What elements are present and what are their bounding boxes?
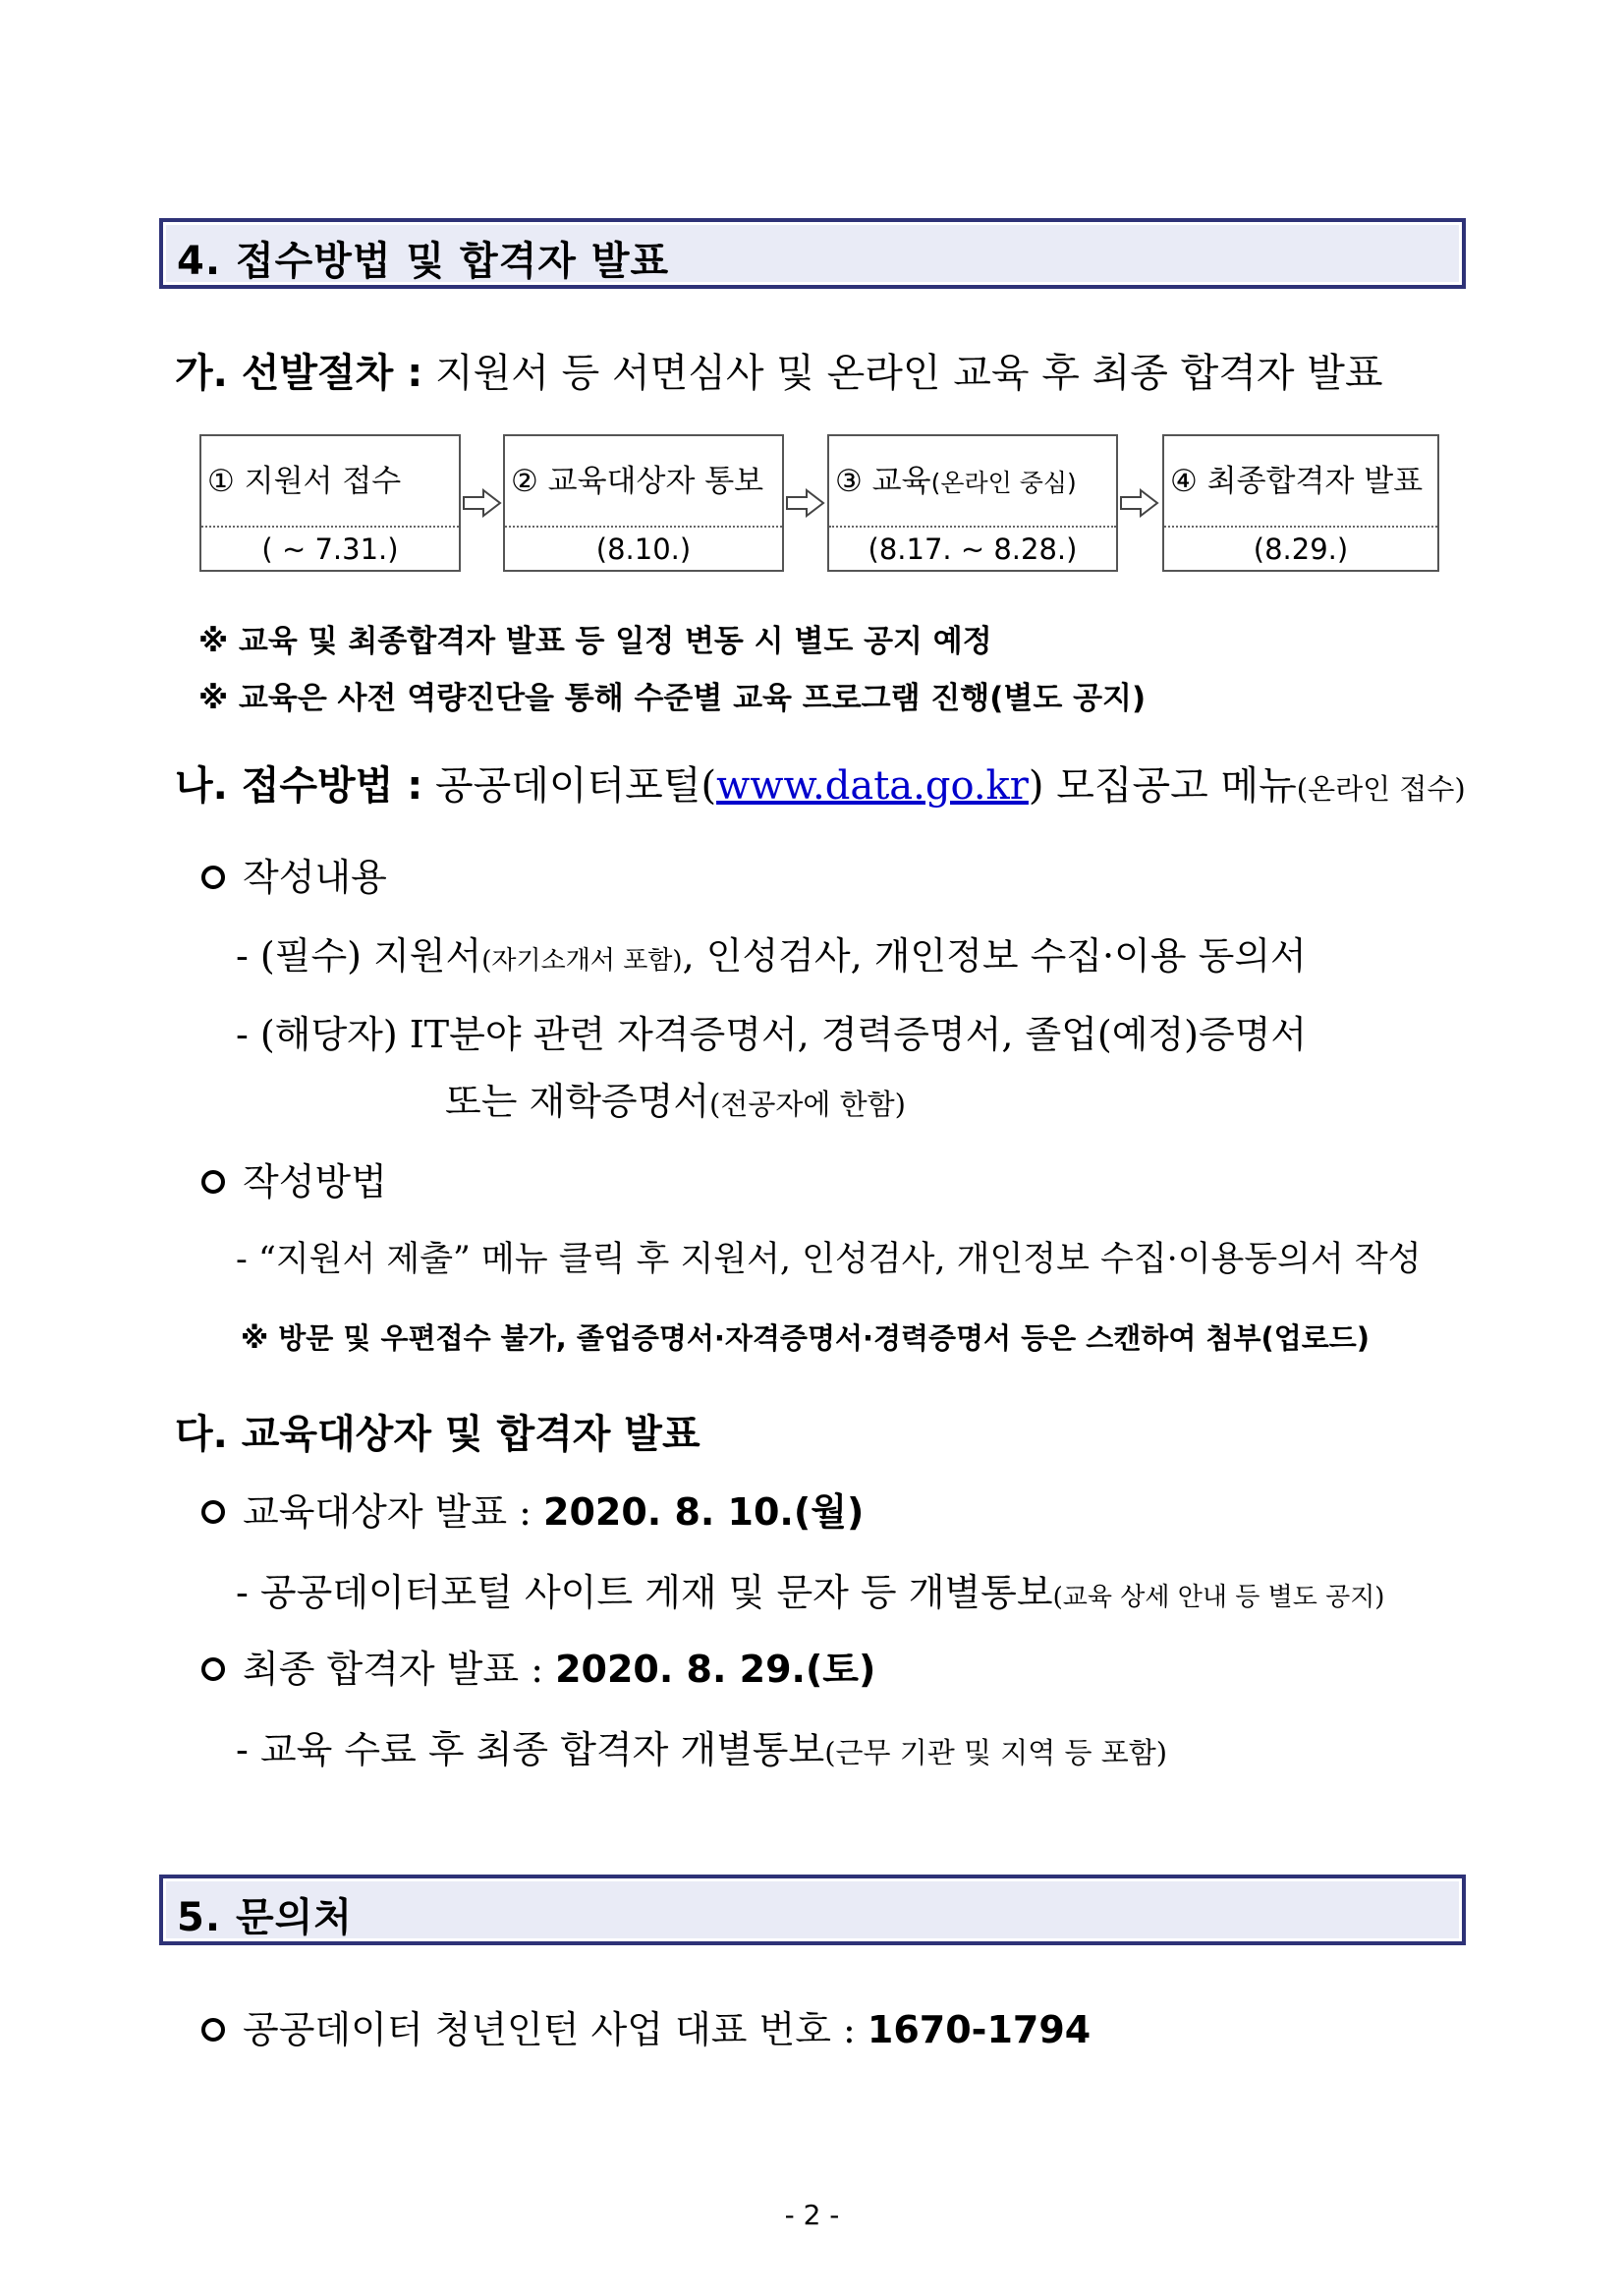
- announcement-heading: 다. 교육대상자 및 합격자 발표: [175, 1412, 700, 1457]
- final-announcement-detail: [236, 1719, 1167, 1773]
- final-announcement-label: 최종 합격자 발표 :: [243, 1648, 543, 1691]
- note-level-program: ※ 교육은 사전 역량진단을 통해 수준별 교육 프로그램 진행(별도 공지): [198, 681, 1147, 716]
- selection-procedure: [175, 342, 1382, 398]
- required-documents-note: (자기소개서 포함): [481, 946, 683, 976]
- contact-label: 공공데이터 청년인턴 사업 대표 번호 :: [243, 2008, 856, 2051]
- optional-documents-cont: [445, 1071, 906, 1125]
- note-no-visit: ※ 방문 및 우편접수 불가, 졸업증명서·자격증명서·경력증명서 등은 스캔하여 첨부(업로드): [241, 1321, 1371, 1355]
- circle-bullet-icon: [201, 2018, 225, 2042]
- step-3-title: 교육: [871, 464, 931, 499]
- portal-link[interactable]: www.data.go.kr: [716, 763, 1029, 809]
- step-4-date: (8.29.): [1253, 532, 1349, 566]
- trainee-announcement-date: 2020. 8. 10.(월): [543, 1490, 865, 1534]
- step-2-number: ②: [511, 464, 538, 499]
- step-2-title: 교육대상자 통보: [547, 464, 764, 499]
- writing-method-title: 작성방법: [243, 1160, 387, 1204]
- arrow-right-icon: [462, 488, 503, 518]
- step-2-header: [505, 436, 782, 528]
- trainee-announcement-label: 교육대상자 발표 :: [243, 1490, 532, 1534]
- application-method-note: (온라인 접수): [1296, 772, 1466, 806]
- trainee-announcement: [201, 1482, 864, 1536]
- circle-bullet-icon: [201, 1500, 225, 1524]
- application-method-text2: ) 모집공고 메뉴: [1028, 763, 1297, 809]
- final-announcement-detail-note: (근무 기관 및 지역 등 포함): [824, 1736, 1168, 1769]
- step-1-box: [199, 434, 461, 572]
- arrow-right-icon: [1119, 488, 1160, 518]
- contact-line: [201, 1999, 1091, 2053]
- step-2-box: [503, 434, 784, 572]
- application-method: [175, 755, 1466, 811]
- page-number: - 2 -: [784, 2199, 840, 2231]
- step-3-box: [827, 434, 1118, 572]
- required-documents-rest: , 인성검사, 개인정보 수집·이용 동의서: [682, 934, 1307, 978]
- optional-documents-cont-text: 또는 재학증명서: [445, 1080, 710, 1123]
- section-4-title: 4. 접수방법 및 합격자 발표: [177, 239, 670, 284]
- contact-phone: 1670-1794: [867, 2008, 1092, 2051]
- final-announcement: [201, 1639, 875, 1693]
- step-4-title: 최종합격자 발표: [1206, 464, 1424, 499]
- writing-method-item: - “지원서 제출” 메뉴 클릭 후 지원서, 인성검사, 개인정보 수집·이용동의서 작성: [236, 1240, 1422, 1279]
- required-documents: [236, 925, 1307, 980]
- note-schedule-change: ※ 교육 및 최종합격자 발표 등 일정 변동 시 별도 공지 예정: [198, 624, 992, 659]
- selection-procedure-text: 지원서 등 서면심사 및 온라인 교육 후 최종 합격자 발표: [434, 351, 1383, 396]
- step-1-title: 지원서 접수: [244, 464, 402, 499]
- step-4-box: [1162, 434, 1439, 572]
- step-3-header: [829, 436, 1116, 528]
- circle-bullet-icon: [201, 866, 225, 889]
- trainee-announcement-detail: [236, 1562, 1384, 1616]
- step-1-number: ①: [207, 464, 235, 499]
- writing-content-heading: [201, 847, 387, 901]
- required-documents-main: - (필수) 지원서: [236, 934, 482, 978]
- step-2-date: (8.10.): [595, 532, 692, 566]
- application-method-label: 나. 접수방법 :: [175, 763, 423, 809]
- step-3-subtitle: (온라인 중심): [930, 469, 1077, 497]
- final-announcement-date: 2020. 8. 29.(토): [555, 1648, 876, 1691]
- optional-documents: - (해당자) IT분야 관련 자격증명서, 경력증명서, 졸업(예정)증명서: [236, 1013, 1308, 1056]
- step-4-number: ④: [1170, 464, 1198, 499]
- trainee-announcement-detail-note: (교육 상세 안내 등 별도 공지): [1052, 1583, 1385, 1612]
- step-1-header: [201, 436, 459, 528]
- optional-documents-note: (전공자에 한함): [709, 1088, 906, 1121]
- circle-bullet-icon: [201, 1657, 225, 1681]
- step-4-header: [1164, 436, 1437, 528]
- selection-procedure-label: 가. 선발절차 :: [175, 351, 423, 396]
- writing-method-heading: [201, 1151, 387, 1205]
- step-1-date: ( ~ 7.31.): [261, 532, 399, 566]
- final-announcement-detail-text: - 교육 수료 후 최종 합격자 개별통보: [236, 1728, 825, 1771]
- arrow-right-icon: [785, 488, 826, 518]
- step-3-date: (8.17. ~ 8.28.): [868, 532, 1078, 566]
- section-5-box: [159, 1875, 1466, 1945]
- application-method-text1: 공공데이터포털(: [434, 763, 717, 809]
- trainee-announcement-detail-text: - 공공데이터포털 사이트 게재 및 문자 등 개별통보: [236, 1571, 1053, 1614]
- circle-bullet-icon: [201, 1170, 225, 1194]
- section-5-title: 5. 문의처: [177, 1895, 353, 1940]
- step-3-number: ③: [835, 464, 863, 499]
- writing-content-title: 작성내용: [243, 856, 387, 899]
